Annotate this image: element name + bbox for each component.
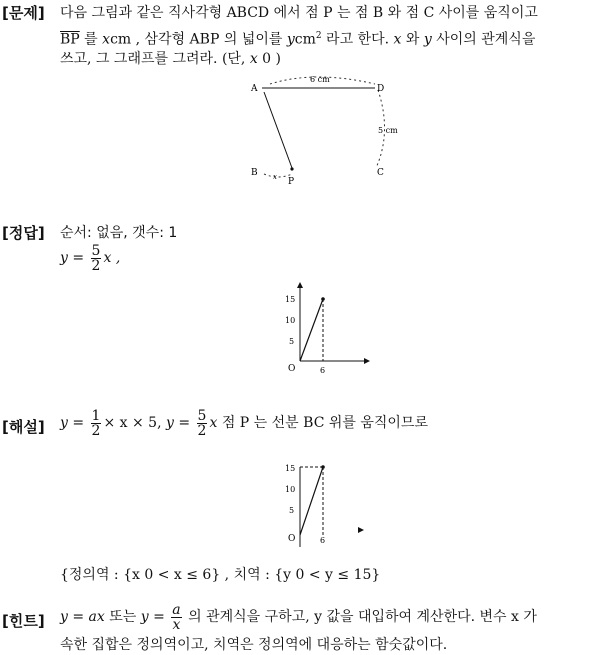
y-tick-10: 10 [285,485,296,494]
endpoint [321,297,325,301]
solution-equations: y = $\frac{1}{2}$ × x × 5, y = $\frac{5}{2}$ x 점 P 는 선분 BC 위를 움직이므로 [60,407,428,439]
label-x: x [273,173,277,181]
answer-equation: y = $\frac{5}{2}$ x , [60,242,121,274]
graph-line [300,467,323,535]
graph-line [300,299,323,361]
origin-label: O [288,364,296,374]
hint-line-1: y = ax 또는 y = $\frac{a}{x}$ 의 관계식을 구하고, y 값을 대입하여 계산한다. 변수 x 가 [60,601,537,633]
y-tick-10: 10 [285,316,296,325]
endpoint [321,465,325,469]
problem-line-1: 다음 그림과 같은 직사각형 ABCD 에서 점 P 는 점 B 와 점 C 사이를 움직이고 [60,5,538,21]
top-dimension-label: 6 cm [310,75,330,84]
solution-graph [280,455,370,550]
y-tick-15: 15 [285,464,296,473]
label-p: P [288,177,295,187]
label-c: C [377,168,384,178]
label-a: A [251,84,258,94]
answer-graph [280,282,370,377]
x-tick-6: 6 [320,536,326,545]
problem-tag: [문제] [2,4,45,22]
hint-tag: [힌트] [2,612,45,630]
segment-bp: $\overline{BP}$ [60,31,80,48]
y-tick-5: 5 [289,337,295,346]
hint-line-2: 속한 집합은 정의역이고, 치역은 정의역에 대응하는 함숫값이다. [60,637,448,653]
y-tick-15: 15 [285,295,296,304]
label-d: D [377,84,385,94]
problem-line-3: 쓰고, 그 그래프를 그려라. (단, x 0 ) [60,51,282,67]
origin-label: O [288,534,296,544]
y-axis-arrow [297,282,303,288]
x-axis-arrow [364,358,370,364]
answer-order-count: 순서: 없음, 갯수: 1 [60,225,178,241]
right-dimension-label: 5 cm [378,126,398,135]
x-axis-arrow [358,527,364,533]
problem-line-2: $\overline{BP}$ 를 xcm , 삼각형 ABP 의 넓이를 ycm$^2$ 라고 한다. x 와 y 사이의 관계식을 [60,31,536,48]
domain-range: {정의역 : {x 0 < x ≤ 6} , 치역 : {y 0 < y ≤ 15} [60,567,381,583]
solution-tag: [해설] [2,418,45,436]
y-tick-5: 5 [289,506,295,515]
rectangle-figure [240,72,410,187]
x-tick-6: 6 [320,366,326,375]
segment-ap [264,92,292,168]
label-b: B [251,168,258,178]
point-p [290,167,293,170]
answer-tag: [정답] [2,224,45,242]
